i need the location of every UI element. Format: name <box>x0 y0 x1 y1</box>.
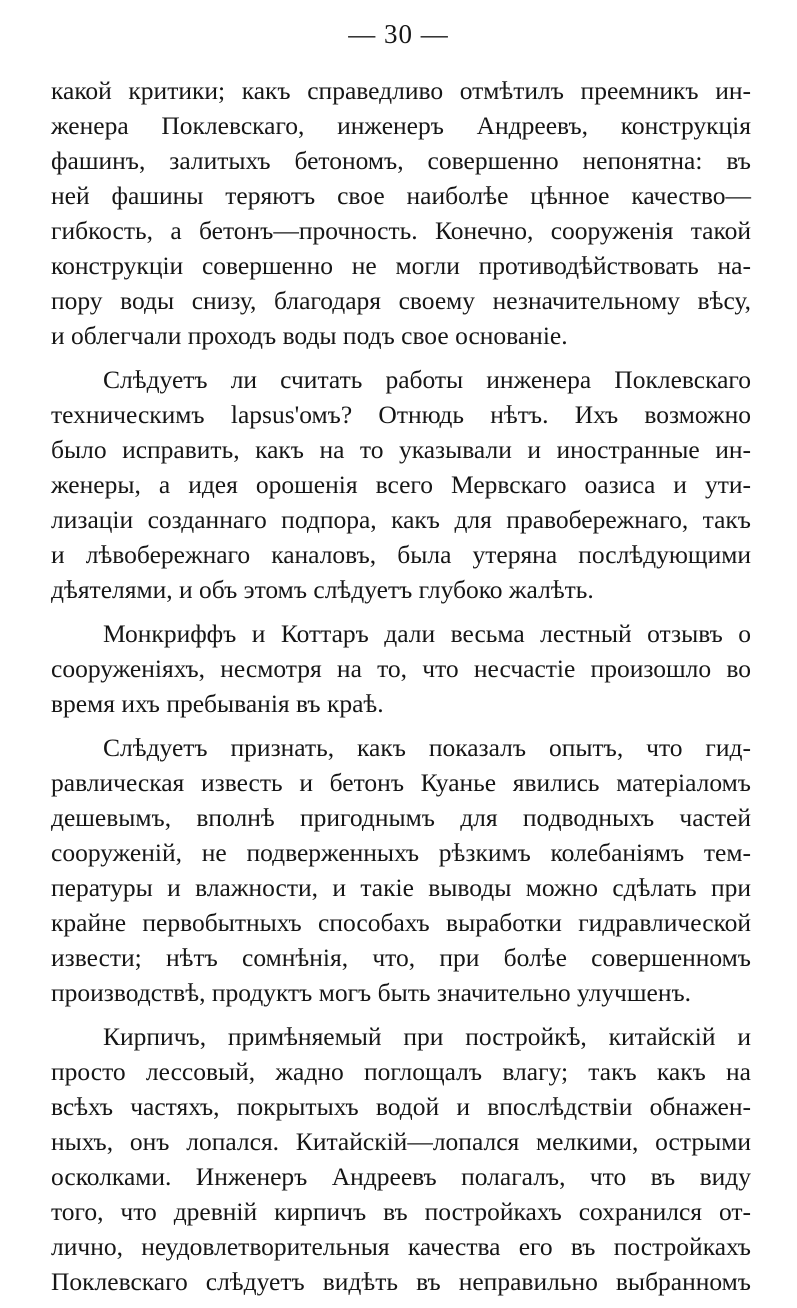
text-line: женера Поклевскаго, инженеръ Андреевъ, конструкція <box>51 111 751 140</box>
text-line: и лѣвобережнаго каналовъ, была утеряна послѣдующими <box>51 540 751 569</box>
text-line: того, что древній кирпичъ въ постройкахъ сохранился от- <box>51 1197 751 1226</box>
text-line: ныхъ, онъ лопался. Китайскій—лопался мелкими, острыми <box>51 1127 751 1156</box>
text-line: всѣхъ частяхъ, покрытыхъ водой и впослѣдствіи обнажен- <box>51 1092 751 1121</box>
text-line: сооруженій, не подверженныхъ рѣзкимъ колебаніямъ тем- <box>51 838 751 867</box>
text-line: дешевымъ, вполнѣ пригоднымъ для подводныхъ частей <box>51 803 751 832</box>
text-line: женеры, а идея орошенія всего Мервскаго оазиса и ути- <box>51 470 751 499</box>
text-line: ней фашины теряютъ свое наиболѣе цѣнное качество— <box>51 181 751 210</box>
text-line: конструкціи совершенно не могли противодѣйствовать на- <box>51 251 751 280</box>
text-line: осколками. Инженеръ Андреевъ полагалъ, что въ виду <box>51 1162 751 1191</box>
text-line: пору воды снизу, благодаря своему незначительному вѣсу, <box>51 286 751 315</box>
text-line: дѣятелями, и объ этомъ слѣдуетъ глубоко жалѣть. <box>51 575 594 604</box>
text-line: извести; нѣтъ сомнѣнія, что, при болѣе совершенномъ <box>51 943 751 972</box>
text-line: Монкриффъ и Коттаръ дали весьма лестный отзывъ о <box>103 619 751 648</box>
text-line: Слѣдуетъ признать, какъ показалъ опытъ, что гид- <box>103 733 751 762</box>
text-line: Кирпичъ, примѣняемый при постройкѣ, китайскій и <box>103 1022 751 1051</box>
paragraph-5 <box>51 1019 751 1299</box>
text-line: и облегчали проходъ воды подъ свое основаніе. <box>51 321 568 350</box>
text-line: какой критики; какъ справедливо отмѣтилъ преемникъ ин- <box>51 76 751 105</box>
text-line: сооруженіяхъ, несмотря на то, что несчастіе произошло во <box>51 654 751 683</box>
text-line: гибкость, а бетонъ—прочность. Конечно, сооруженія такой <box>51 216 751 245</box>
paragraph-2 <box>51 362 751 607</box>
text-line: лизаціи созданнаго подпора, какъ для правобережнаго, такъ <box>51 505 751 534</box>
text-line: техническимъ lapsus'омъ? Отнюдь нѣтъ. Ихъ возможно <box>51 400 751 429</box>
text-line: фашинъ, залитыхъ бетономъ, совершенно непонятна: въ <box>51 146 751 175</box>
page-number: — 30 — <box>348 19 449 49</box>
text-line: лично, неудовлетворительныя качества его въ постройкахъ <box>51 1232 751 1261</box>
text-line: крайне первобытныхъ способахъ выработки гидравлической <box>51 908 751 937</box>
text-line: Слѣдуетъ ли считать работы инженера Поклевскаго <box>103 365 751 394</box>
text-line: просто лессовый, жадно поглощалъ влагу; такъ какъ на <box>51 1057 751 1086</box>
body-text <box>51 73 751 1308</box>
text-line: Поклевскаго слѣдуетъ видѣть въ неправильно выбранномъ <box>51 1267 751 1296</box>
text-line: время ихъ пребыванія въ краѣ. <box>51 689 384 718</box>
paragraph-1 <box>51 73 751 353</box>
paragraph-4 <box>51 730 751 1010</box>
text-line: производствѣ, продуктъ могъ быть значительно улучшенъ. <box>51 978 692 1007</box>
text-line: было исправить, какъ на то указывали и иностранные ин- <box>51 435 751 464</box>
paragraph-3 <box>51 616 751 721</box>
text-line: равлическая известь и бетонъ Куанье явились матеріаломъ <box>51 768 751 797</box>
text-line: пературы и влажности, и такіе выводы можно сдѣлать при <box>51 873 751 902</box>
